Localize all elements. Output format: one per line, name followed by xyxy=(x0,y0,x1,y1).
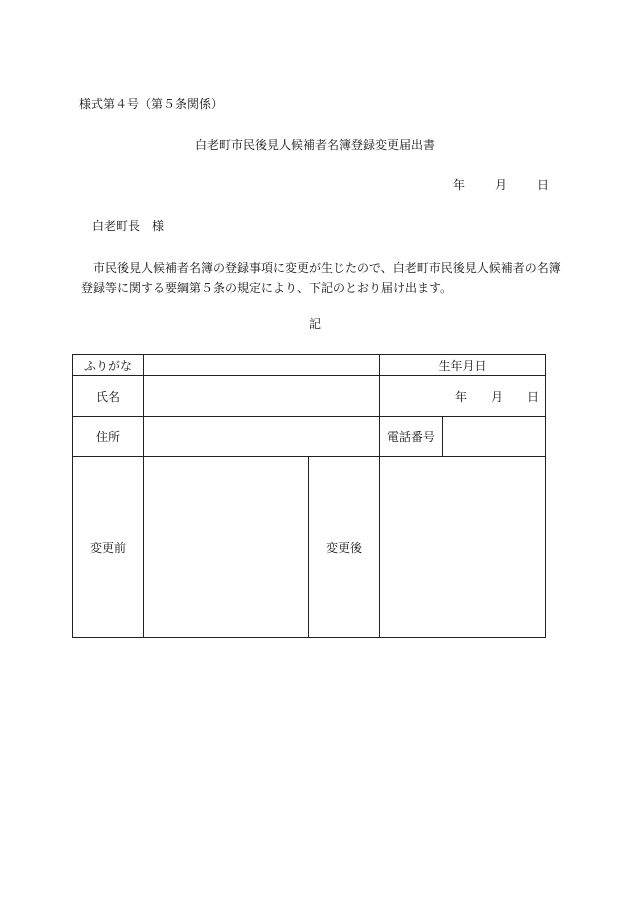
address-row xyxy=(73,417,546,457)
after-change-label: 変更後 xyxy=(309,457,380,638)
form-number-label: 様式第４号（第５条関係） xyxy=(79,97,224,111)
furigana-row xyxy=(73,355,546,376)
phone-field[interactable] xyxy=(443,417,546,457)
addressee: 白老町長 様 xyxy=(92,219,165,233)
change-row xyxy=(73,457,546,638)
name-label: 氏名 xyxy=(73,376,144,417)
birth-year-label: 年 xyxy=(454,389,467,404)
before-change-field[interactable] xyxy=(144,457,309,638)
body-text xyxy=(81,258,561,298)
after-change-field[interactable] xyxy=(380,457,546,638)
date-day-label: 日 xyxy=(536,178,549,192)
date-month-label: 月 xyxy=(494,178,507,192)
before-change-label: 変更前 xyxy=(73,457,144,638)
furigana-field[interactable] xyxy=(144,355,380,376)
document-title: 白老町市民後見人候補者名簿登録変更届出書 xyxy=(194,138,435,152)
birthdate-field[interactable] xyxy=(380,376,546,417)
body-line-1: 市民後見人候補者名簿の登録事項に変更が生じたので、白老町市民後見人候補者の名簿 xyxy=(81,261,561,275)
phone-label: 電話番号 xyxy=(380,417,443,457)
ki-heading: 記 xyxy=(308,317,321,331)
birth-month-label: 月 xyxy=(490,389,503,404)
registration-change-table xyxy=(72,354,546,638)
furigana-label: ふりがな xyxy=(73,355,144,376)
name-row xyxy=(73,376,546,417)
body-line-2: 登録等に関する要綱第５条の規定により、下記のとおり届け出ます。 xyxy=(81,281,453,295)
birth-day-label: 日 xyxy=(527,389,540,404)
name-field[interactable] xyxy=(144,376,380,417)
birthdate-label: 生年月日 xyxy=(380,355,546,376)
address-label: 住所 xyxy=(73,417,144,457)
submission-date xyxy=(453,179,549,191)
date-year-label: 年 xyxy=(452,178,465,192)
address-field[interactable] xyxy=(144,417,380,457)
